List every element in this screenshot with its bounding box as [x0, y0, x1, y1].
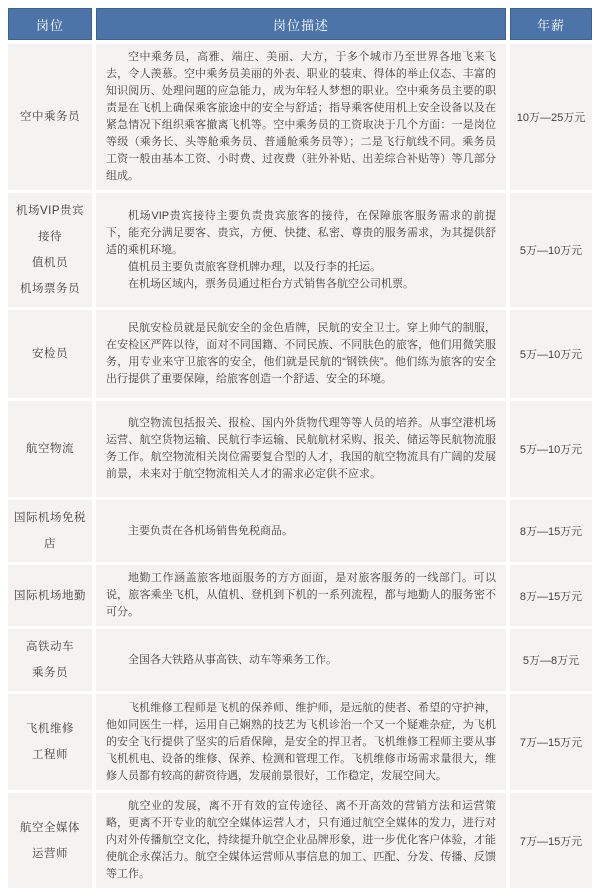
job-title-line: 运营师 [32, 847, 68, 860]
job-description-cell [96, 629, 506, 691]
job-title-cell [8, 500, 92, 562]
table-row [8, 793, 592, 888]
table-body [8, 44, 592, 888]
column-header-description: 岗位描述 [96, 8, 506, 40]
salary-cell [510, 694, 592, 790]
job-description-cell [96, 401, 506, 497]
job-title-cell [8, 629, 92, 691]
job-description-paragraph: 在机场区域内，票务员通过柜台方式销售各航空公司机票。 [128, 277, 414, 290]
table-row [8, 44, 592, 190]
job-title-cell [8, 401, 92, 497]
salary-cell [510, 500, 592, 562]
job-description-paragraph: 航空物流包括报关、报检、国内外货物代理等等人员的培养。从事空港机场运营、航空货物运输、民航行李运输、民航航材采购、报关、储运等民航物流服务工作。航空物流相关岗位需要复合型的人才，我国的航空物流具有广阔的发展前景，未来对于航空物流相关人才的需求必定供不应求。 [106, 417, 496, 480]
job-description-paragraph: 地勤工作涵盖旅客地面服务的方方面面，是对旅客服务的一线部门。可以说，旅客乘坐飞机，从值机、登机到下机的一系列流程，都与地勤人的服务密不可分。 [106, 572, 496, 618]
column-header-salary: 年薪 [510, 8, 592, 40]
job-title-cell [8, 193, 92, 307]
table-row [8, 694, 592, 790]
job-title-cell [8, 565, 92, 626]
job-title-line: 航空物流 [26, 443, 74, 455]
salary-value: 10万—25万元 [516, 112, 586, 124]
salary-value: 7万—15万元 [519, 737, 583, 749]
salary-cell [510, 629, 592, 691]
salary-value: 5万—10万元 [519, 245, 583, 257]
salary-cell [510, 44, 592, 190]
job-description-cell [96, 44, 506, 190]
job-title-line: 值机员 [32, 257, 68, 269]
job-title-line: 乘务员 [32, 667, 68, 679]
salary-cell [510, 793, 592, 888]
job-description-paragraph: 主要负责在各机场销售免税商品。 [128, 524, 293, 537]
job-title-line: 空中乘务员 [20, 111, 80, 123]
job-title-line: 机场VIP贵宾接待 [15, 205, 85, 243]
job-title-line: 飞机维修 [26, 723, 74, 735]
salary-value: 8万—15万元 [519, 590, 583, 603]
salary-value: 5万—10万元 [519, 444, 583, 456]
job-description-paragraph: 全国各大铁路从事高铁、动车等乘务工作。 [128, 653, 337, 666]
table-row [8, 629, 592, 691]
job-description-cell [96, 500, 506, 562]
salary-value: 5万—10万元 [519, 349, 583, 361]
job-salary-table [8, 8, 592, 888]
table-row [8, 310, 592, 398]
salary-value: 5万—8万元 [522, 655, 580, 667]
job-title-cell [8, 793, 92, 888]
job-description-paragraph: 航空业的发展，离不开有效的宣传途径、离不开高效的营销方法和运营策略，更离不开专业的航空全媒体运营人才，只有通过航空全媒体的发力，进行对内对外传播航空文化，持续提升航空企业品牌形象，进一步优化客户体验，才能使航企永葆活力。航空全媒体运营师从事信息的加工、匹配、分发、传播、反馈等工作。 [106, 800, 496, 880]
salary-cell [510, 193, 592, 307]
job-title-line: 航空全媒体 [20, 821, 80, 834]
job-description-cell [96, 793, 506, 888]
job-description-cell [96, 694, 506, 790]
job-description-paragraph: 飞机维修工程师是飞机的保养师、维护师，是远航的使者、希望的守护神，他如同医生一样，运用自己娴熟的技艺为飞机诊治一个又一个疑难杂症，为飞机的安全飞行提供了坚实的后盾保障，是安全的捍卫者。飞机维修工程师主要从事飞机机电、设备的维修、保养、检测和管理工作。飞机维修市场需求量很大，维修人员都有较高的薪资待遇，发展前景很好，工作稳定，发展空间大。 [106, 701, 496, 782]
job-title-line: 高铁动车 [26, 641, 74, 653]
job-description-cell [96, 310, 506, 398]
job-title-cell [8, 310, 92, 398]
job-description-paragraph: 民航安检员就是民航安全的金色盾牌，民航的安全卫士。穿上帅气的制服，在安检区严阵以待，面对不同国籍、不同民族、不同肤色的旅客，他们用微笑服务，用专业来守卫旅客的安全，他们就是民航的“钢铁侠”。他们练为旅客的安全出行提供了重要保障，给旅客创造一个舒适、安全的环境。 [106, 322, 496, 385]
job-description-paragraph: 空中乘务员，高雅、端庄、美丽、大方，于多个城市乃至世界各地飞来飞去，令人羡慕。空中乘务员美丽的外表、职业的装束、得体的举止仪态、丰富的知识阅历、处理问题的应急能力，成为年轻人梦想的职业。空中乘务员主要的职责是在飞机上确保乘客旅途中的安全与舒适；指导乘客使用机上安全设备以及在紧急情况下组织乘客撤离飞机等。空中乘务员的工资取决于几个方面：一是岗位等级（乘务长、头等舱乘务员、普通舱乘务员等）；二是飞行航线不同。乘务员工资一般由基本工资、小时费、过夜费（驻外补贴、出差综合补贴等）等几部分组成。 [106, 51, 496, 182]
table-row [8, 401, 592, 497]
job-description-cell [96, 565, 506, 626]
job-title-line: 国际机场地勤 [14, 589, 86, 602]
salary-value: 7万—15万元 [519, 835, 583, 848]
job-title-cell [8, 694, 92, 790]
job-title-line: 工程师 [32, 749, 68, 761]
job-description-paragraph: 值机员主要负责旅客登机牌办理，以及行李的托运。 [128, 260, 381, 273]
salary-cell [510, 310, 592, 398]
job-title-line: 安检员 [32, 348, 68, 360]
salary-cell [510, 565, 592, 626]
job-title-line: 国际机场免税店 [14, 512, 86, 550]
salary-value: 8万—15万元 [519, 526, 583, 538]
column-header-job: 岗位 [8, 8, 92, 40]
job-title-cell [8, 44, 92, 190]
table-row [8, 500, 592, 562]
table-row [8, 565, 592, 626]
table-row [8, 193, 592, 307]
salary-cell [510, 401, 592, 497]
job-description-cell [96, 193, 506, 307]
table-header-row [8, 8, 592, 40]
job-title-line: 机场票务员 [20, 283, 80, 295]
job-description-paragraph: 机场VIP贵宾接待主要负责贵宾旅客的接待，在保障旅客服务需求的前提下，能充分满足要客、贵宾，方便、快捷、私密、尊贵的服务需求，为其提供舒适的乘机环境。 [106, 209, 496, 256]
